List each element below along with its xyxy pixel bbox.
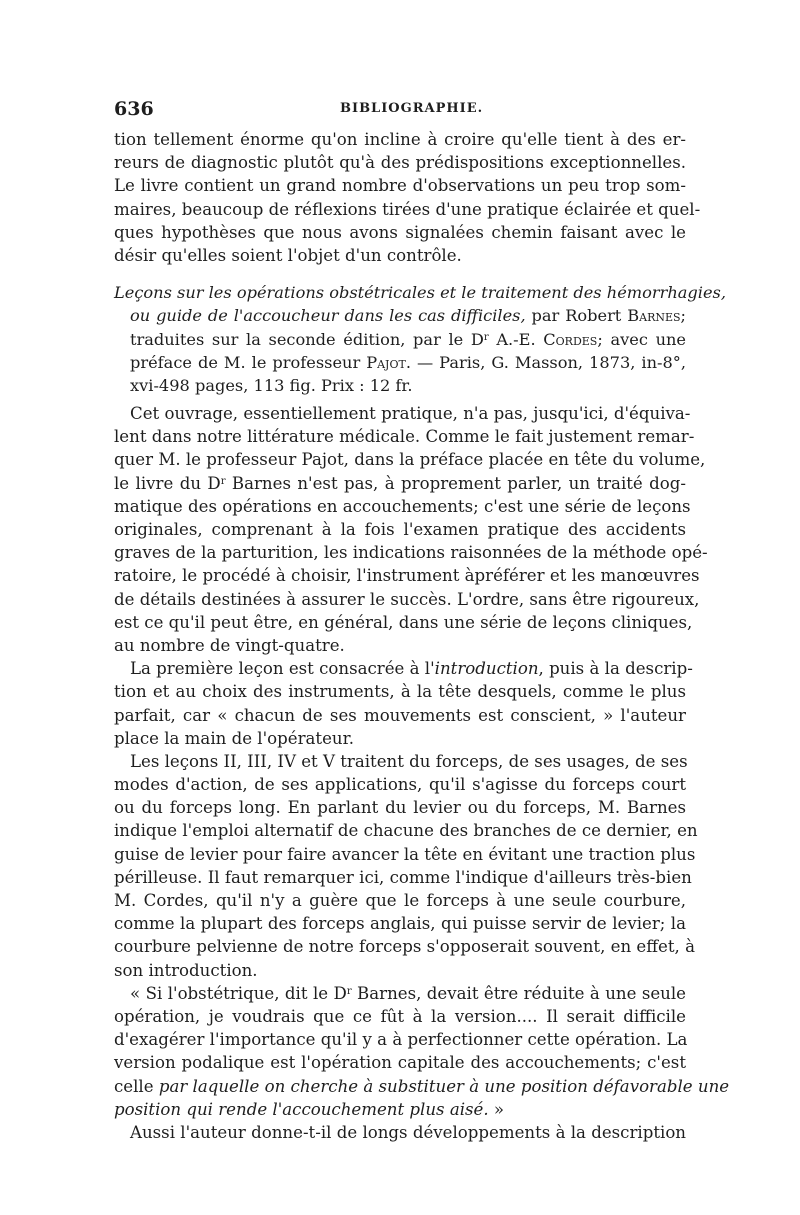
reference-author: Barnes <box>627 306 681 326</box>
text-line <box>114 982 686 1005</box>
paragraph <box>114 657 693 750</box>
text-line: ratoire, le procédé à choisir, l'instrument àpréférer et les manœuvres <box>114 566 700 586</box>
text-line: d'exagérer l'importance qu'il y a à perfectionner cette opération. La <box>114 1030 688 1050</box>
text-fragment: celle <box>114 1076 159 1096</box>
text-line: place la main de l'opérateur. <box>114 728 354 748</box>
superscript: r <box>483 331 489 343</box>
text-line: M. Cordes, qu'il n'y a guère que le forceps à une seule courbure, <box>114 891 686 910</box>
reference-title-line: ou guide de l'accoucheur dans les cas difficiles, <box>130 306 526 326</box>
reference-text: par Robert <box>525 306 628 326</box>
text-line: Cet ouvrage, essentiellement pratique, n'a pas, jusqu'ici, d'équiva- <box>130 404 691 424</box>
text-line <box>114 1098 686 1121</box>
reference-text: A.-E. <box>488 329 544 349</box>
text-line: maires, beaucoup de réflexions tirées d'une pratique éclairée et quel- <box>114 199 701 219</box>
superscript: r <box>220 475 226 487</box>
text-line: tion et au choix des instruments, à la tête desquels, comme le plus <box>114 682 686 702</box>
text-line: désir qu'elles soient l'objet d'un contrôle. <box>114 245 462 265</box>
reference-text: ; <box>680 306 687 326</box>
text-fragment: Barnes n'est pas, à proprement parler, un traité dog- <box>225 473 686 493</box>
text-fragment: , puis à la descrip- <box>538 659 693 679</box>
text-fragment: La première leçon est consacrée à l' <box>130 659 435 679</box>
text-line: périlleuse. Il faut remarquer ici, comme l'indique d'ailleurs très-bien <box>114 867 692 887</box>
text-line: parfait, car « chacun de ses mouvements est conscient, » l'auteur <box>114 705 686 725</box>
text-line: version podalique est l'opération capitale des accouchements; c'est <box>114 1053 686 1073</box>
text-line: Aussi l'auteur donne-t-il de longs développements à la description <box>130 1122 686 1142</box>
text-line: opération, je voudrais que ce fût à la version.... Il serait difficile <box>114 1006 686 1026</box>
reference-title-line: Leçons sur les opérations obstétricales et le traitement des hémorrhagies, <box>114 283 726 303</box>
text-line <box>114 472 686 495</box>
text-line <box>114 657 693 680</box>
running-title: BIBLIOGRAPHIE. <box>340 101 484 116</box>
reference-preface-author: Pajot <box>366 352 406 372</box>
paragraph <box>114 1121 686 1144</box>
paragraph-quotation <box>114 982 730 1121</box>
text-line: est ce qu'il peut être, en général, dans une série de leçons cliniques, <box>114 612 693 632</box>
running-head <box>114 98 686 122</box>
text-line: quer M. le professeur Pajot, dans la préface placée en tête du volume, <box>114 450 706 470</box>
text-line: reurs de diagnostic plutôt qu'à des prédispositions exceptionnelles. <box>114 153 686 173</box>
text-fragment: « Si l'obstétrique, dit le D <box>130 983 347 1003</box>
text-line: comme la plupart des forceps anglais, qui puisse servir de levier; la <box>114 914 686 934</box>
reference-text: ; avec une <box>597 329 686 349</box>
reference-line <box>114 328 686 351</box>
page-number: 636 <box>114 98 154 120</box>
paragraph <box>114 750 698 982</box>
reference-text: préface de M. le professeur <box>130 352 367 372</box>
text-line: au nombre de vingt-quatre. <box>114 635 345 655</box>
italic-quote: position qui rende l'accouchement plus aisé. <box>114 1099 489 1119</box>
text-line: son introduction. <box>114 960 258 980</box>
text-line: graves de la parturition, les indications raisonnées de la méthode opé- <box>114 543 708 563</box>
text-line: courbure pelvienne de notre forceps s'opposerait souvent, en effet, à <box>114 937 695 957</box>
body-text <box>114 128 730 1144</box>
reference-translator: Cordes <box>543 329 598 349</box>
text-line: matique des opérations en accouchements; c'est une série de leçons <box>114 496 691 516</box>
text-line: lent dans notre littérature médicale. Comme le fait justement remar- <box>114 427 695 447</box>
text-line <box>114 1075 730 1098</box>
text-line: de détails destinées à assurer le succès. L'ordre, sans être rigoureux, <box>114 589 700 609</box>
text-line: indique l'emploi alternatif de chacune des branches de ce dernier, en <box>114 821 698 841</box>
paragraph <box>114 402 708 657</box>
text-line: guise de levier pour faire avancer la tête en évitant une traction plus <box>114 844 696 864</box>
reference-line <box>114 351 686 374</box>
reference-text: traduites sur la seconde édition, par le D <box>130 329 484 349</box>
text-fragment: le livre du D <box>114 473 221 493</box>
text-line: ques hypothèses que nous avons signalées chemin faisant avec le <box>114 222 686 242</box>
paragraph-continuation <box>114 128 701 267</box>
text-line: tion tellement énorme qu'on incline à croire qu'elle tient à des er- <box>114 130 686 149</box>
reference-text: . — Paris, G. Masson, 1873, in-8°, <box>405 352 687 372</box>
text-line: ou du forceps long. En parlant du levier ou du forceps, M. Barnes <box>114 798 686 818</box>
text-fragment: Barnes, devait être réduite à une seule <box>351 983 686 1003</box>
reference-line <box>114 304 686 327</box>
text-fragment: » <box>488 1099 505 1119</box>
bibliographic-reference <box>114 281 726 397</box>
reference-line: xvi-498 pages, 113 fig. Prix : 12 fr. <box>130 375 413 395</box>
italic-term: introduction <box>434 659 539 679</box>
text-line: Les leçons II, III, IV et V traitent du forceps, de ses usages, de ses <box>130 751 688 771</box>
superscript: r <box>346 985 352 997</box>
text-line: modes d'action, de ses applications, qu'il s'agisse du forceps court <box>114 775 686 795</box>
italic-quote: par laquelle on cherche à substituer à une position défavorable une <box>158 1076 730 1096</box>
text-line: originales, comprenant à la fois l'examen pratique des accidents <box>114 520 686 539</box>
text-line: Le livre contient un grand nombre d'observations un peu trop som- <box>114 176 686 196</box>
